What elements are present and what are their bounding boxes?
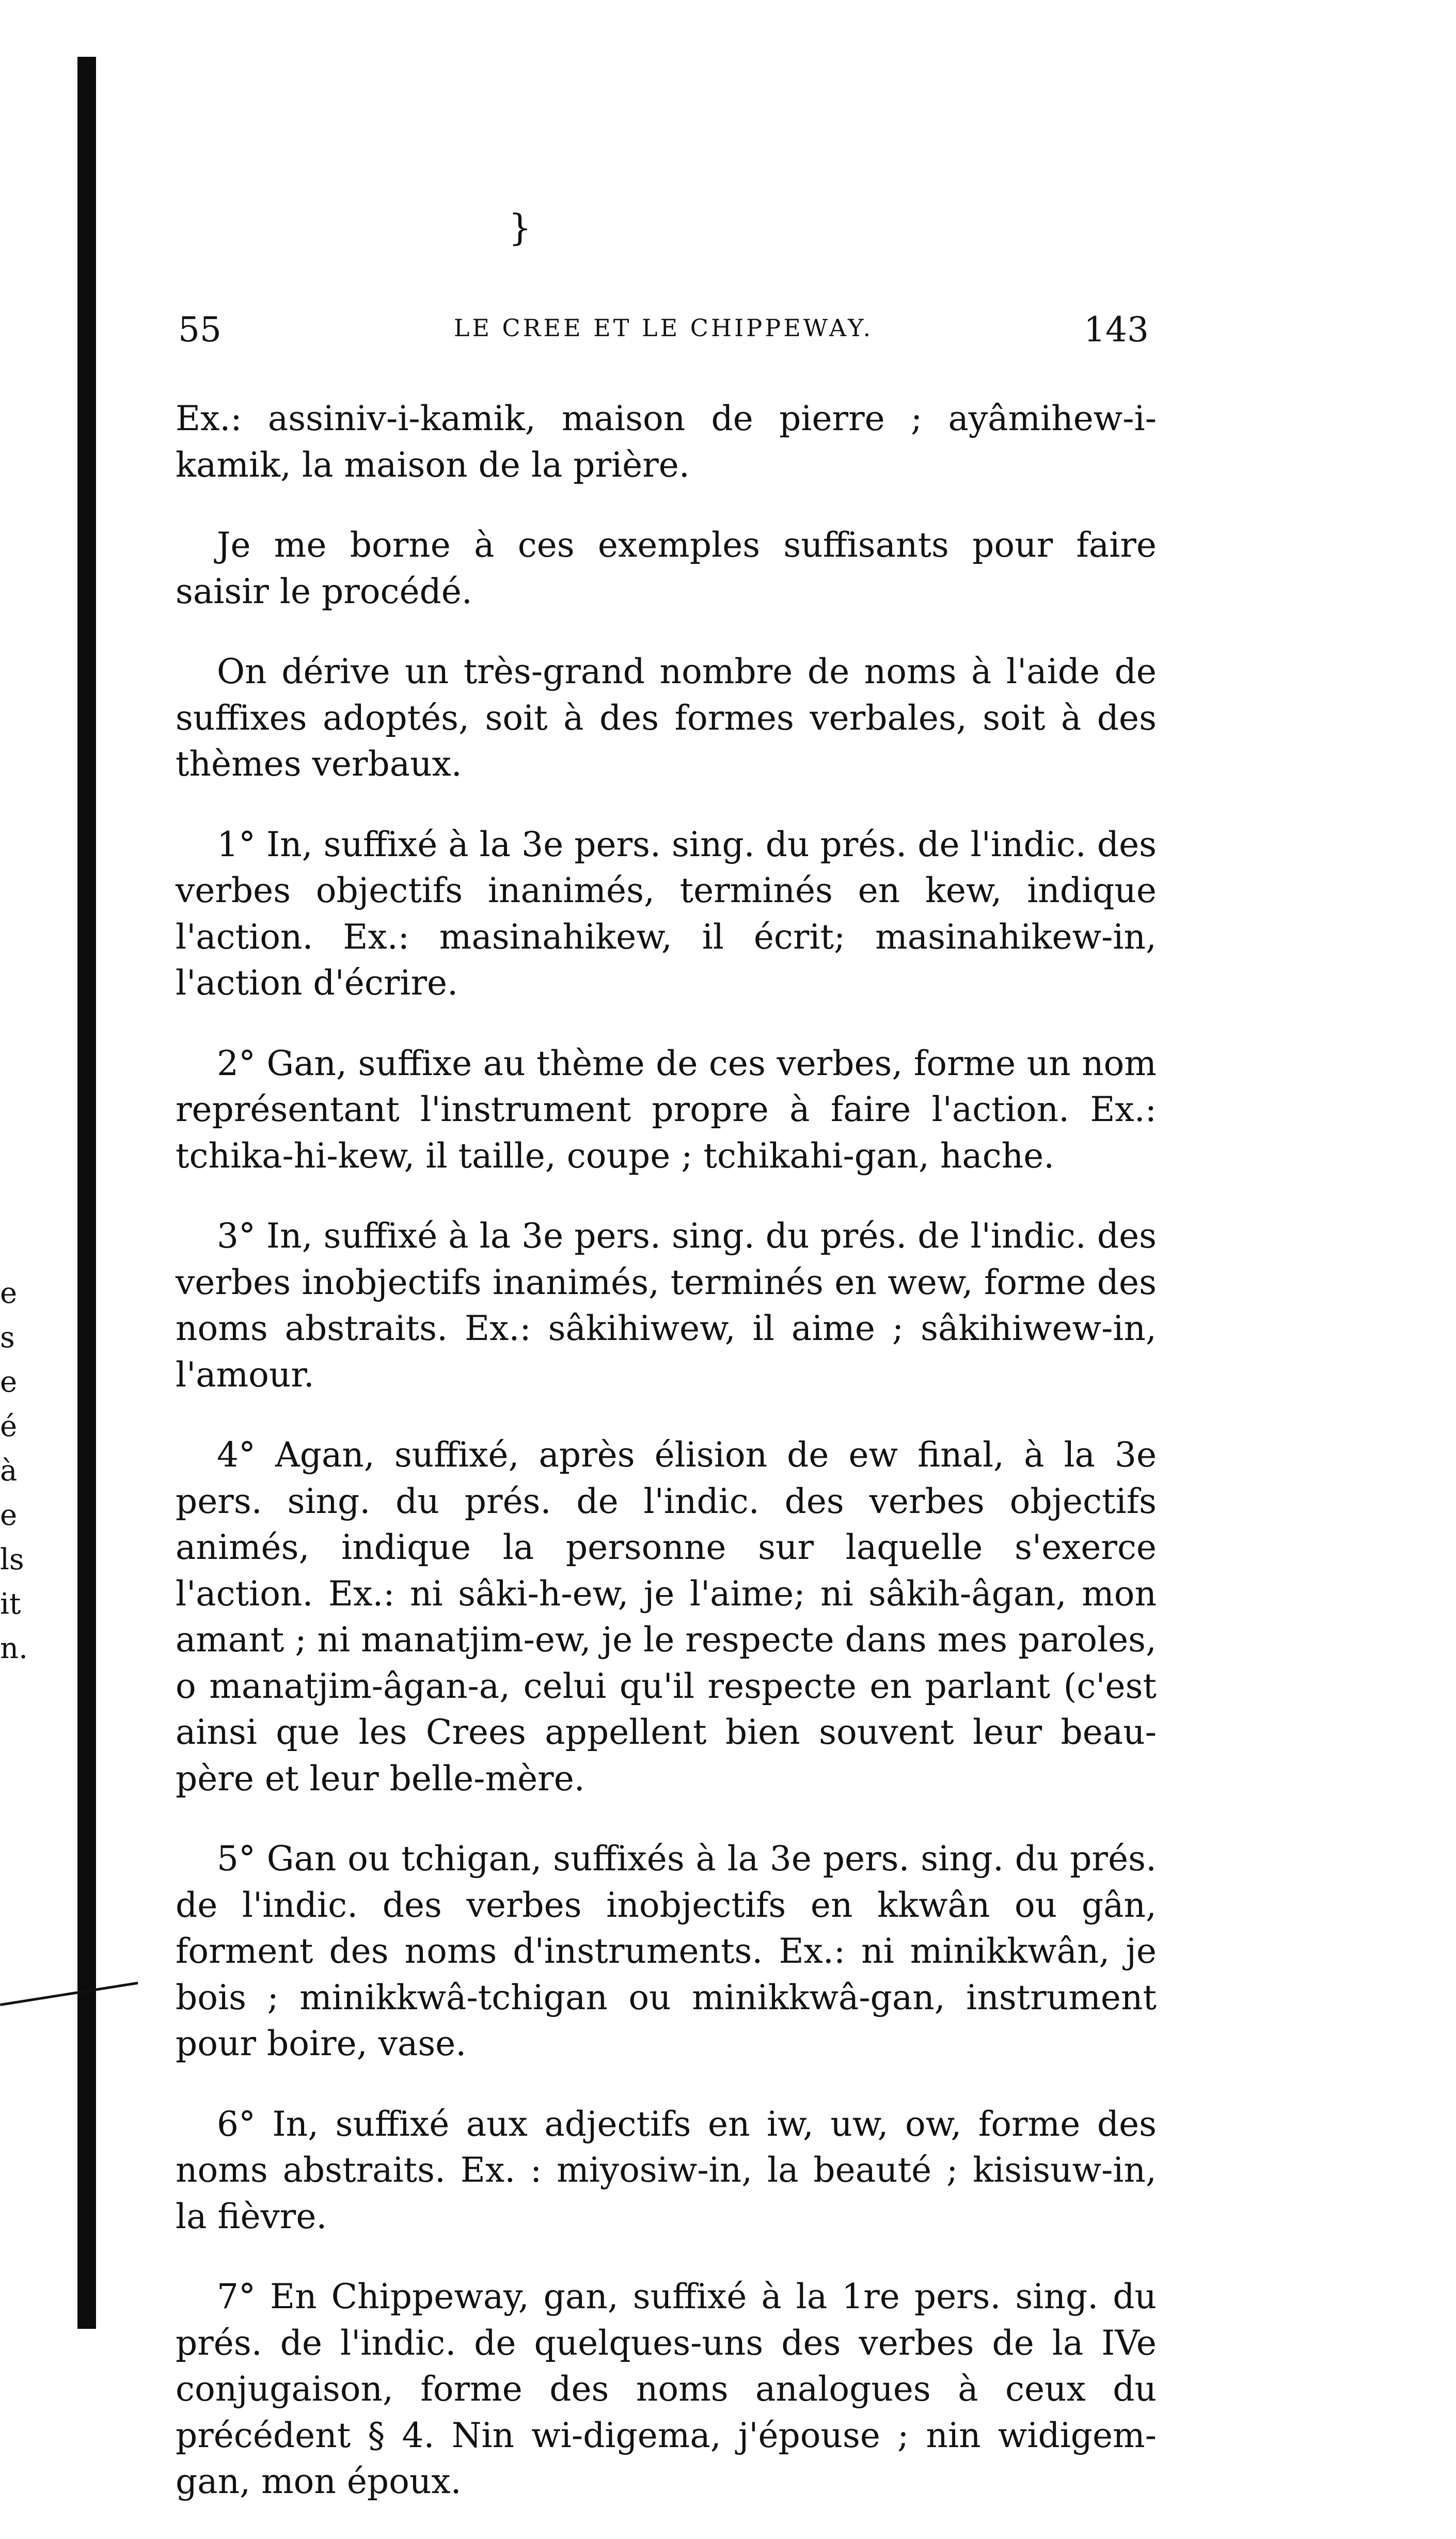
- paragraph-rule-1: 1° In, suffixé à la 3e pers. sing. du prés. de l'indic. des verbes objectifs inanimés, terminés en kew, indique l'action. Ex.: masinahikew, il écrit; masinahikew-in, l'action d'écrire.: [176, 824, 1157, 1003]
- paragraph-rule-2: 2° Gan, suffixe au thème de ces verbes, forme un nom représentant l'instrument propre à faire l'action. Ex.: tchika-hi-kew, il taille, coupe ; tchikahi-gan, hache.: [176, 1043, 1157, 1176]
- fragment: e: [0, 1276, 18, 1310]
- paragraph-rule-6: 6° In, suffixé aux adjectifs en iw, uw, ow, forme des noms abstraits. Ex. : miyosiw-in, la beauté ; kisisuw-in, la fièvre.: [176, 2104, 1157, 2236]
- paragraph-rule-3: 3° In, suffixé à la 3e pers. sing. du prés. de l'indic. des verbes inobjectifs inanimés, terminés en wew, forme des noms abstraits. Ex.: sâkihiwew, il aime ; sâkihiwew-in, l'amour.: [176, 1216, 1157, 1395]
- running-title: LE CREE ET LE CHIPPEWAY.: [453, 314, 874, 342]
- header-left-number: 55: [178, 310, 221, 350]
- paragraph-suffixes: On dérive un très-grand nombre de noms à l'aide de suffixes adoptés, soit à des formes verbales, soit à des thèmes verbaux.: [176, 652, 1157, 784]
- running-head: [178, 310, 1149, 351]
- paragraph-rule-5: 5° Gan ou tchigan, suffixés à la 3e pers. sing. du prés. de l'indic. des verbes inobjectifs en kkwân ou gân, forment des noms d'instruments. Ex.: ni minikkwân, je bois ; minikkwâ-tchigan ou minikkwâ-gan, instrument pour boire, vase.: [176, 1839, 1157, 2063]
- paragraph-examples: Ex.: assiniv-i-kamik, maison de pierre ; ayâmihew-i-kamik, la maison de la prière.: [176, 399, 1157, 485]
- page-number: 143: [1084, 310, 1149, 350]
- fragment: e: [0, 1499, 18, 1532]
- fragment: é: [0, 1410, 18, 1443]
- paragraph-rule-7: 7° En Chippeway, gan, suffixé à la 1re pers. sing. du prés. de l'indic. de quelques-uns des verbes de la IVe conjugaison, forme des noms analogues à ceux du précédent § 4. Nin wi-digema, j'épouse ; nin widigem-gan, mon époux.: [176, 2277, 1157, 2501]
- scan-binding-edge: [77, 57, 96, 2329]
- fragment: ls: [0, 1543, 24, 1576]
- fragment: e: [0, 1365, 18, 1399]
- paragraph-rule-4: 4° Agan, suffixé, après élision de ew final, à la 3e pers. sing. du prés. de l'indic. des verbes objectifs animés, indique la personne sur laquelle s'exerce l'action. Ex.: ni sâki-h-ew, je l'aime; ni sâkih-âgan, mon amant ; ni manatjim-ew, je le respecte dans mes paroles, o manatjim-âgan-a, celui qu'il respecte en parlant (c'est ainsi que les Crees appellent bien souvent leur beau-père et leur belle-mère.: [176, 1435, 1157, 1799]
- fragment: s: [0, 1321, 15, 1354]
- fragment: n.: [0, 1632, 28, 1665]
- fragment: it: [0, 1587, 21, 1621]
- paragraph-procedure: Je me borne à ces exemples suffisants pour faire saisir le procédé.: [176, 525, 1157, 611]
- scan-stray-line: [0, 1982, 138, 2006]
- fragment: à: [0, 1454, 18, 1488]
- body-text: [176, 361, 1157, 2539]
- page-mark: }: [509, 207, 532, 249]
- adjacent-page-fragments: [0, 1275, 57, 1675]
